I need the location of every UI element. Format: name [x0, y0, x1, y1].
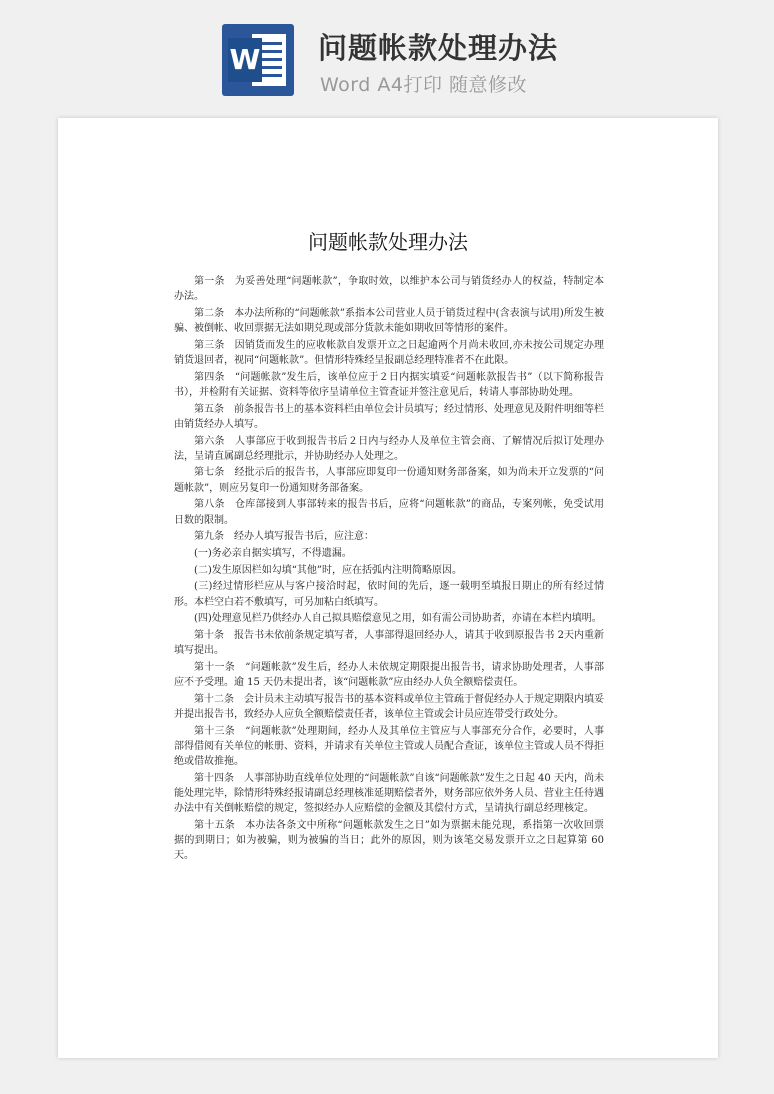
paragraph-article-2: 第二条 本办法所称的“问题帐款”系指本公司营业人员于销货过程中(含表演与试用)所发生被骗、被倒帐、收回票据无法如期兑现或部分货款未能如期收回等情形的案件。 [174, 307, 604, 335]
paragraph-article-6: 第六条 人事部应于收到报告书后２日内与经办人及单位主管会商、了解情况后拟订处理办法，呈请直属副总经理批示，并协助经办人处理之。 [174, 435, 604, 462]
paragraph-article-4: 第四条 “问题帐款”发生后，该单位应于２日内据实填妥“问题帐款报告书”（以下简称报告书），并检附有关证据、资料等依序呈请单位主管查证并签注意见后，转请人事部协助处理。 [174, 371, 604, 398]
paragraph-article-9: 第九条 经办人填写报告书后，应注意： [194, 531, 374, 543]
paragraph-article-15: 第十五条 本办法各条文中所称“问题帐款发生之日”如为票据未能兑现，系指第一次收回票据的到期日；如为被骗，则为被骗的当日；此外的原因，则为该笔交易发票开立之日起算第 60 天。 [174, 819, 604, 862]
paragraph-item-4: (四)处理意见栏乃供经办人自己拟具赔偿意见之用，如有需公司协助者，亦请在本栏内填明。 [194, 613, 602, 625]
document-body [174, 274, 604, 865]
paragraph-item-1: (一)务必亲自据实填写，不得遗漏。 [194, 547, 352, 559]
word-doc-icon [222, 24, 294, 96]
paragraph-article-11: 第十一条 “问题帐款”发生后，经办人未依规定期限提出报告书，请求协助处理者，人事部应不予受理。逾 15 天仍未提出者，该“问题帐款”应由经办人负全额赔偿责任。 [174, 661, 604, 689]
paragraph-article-7: 第七条 经批示后的报告书，人事部应即复印一份通知财务部备案，如为尚未开立发票的“问题帐款”，则应另复印一份通知财务部备案。 [174, 467, 604, 494]
paragraph-article-14: 第十四条 人事部协助直线单位处理的“问题帐款”自该“问题帐款”发生之日起 40 天内，尚未能处理完毕，除情形特殊经报请副总经理核准延期赔偿者外，财务部应依外务人员、营业主任待遇办法中有关倒帐赔偿的规定，签拟经办人应赔偿的金额及其偿付方式，呈请执行副总经理核定。 [174, 772, 604, 815]
document-page [58, 118, 718, 1058]
banner-title: 问题帐款处理办法 [318, 31, 559, 65]
paragraph-article-10: 第十条 报告书未依前条规定填写者，人事部得退回经办人，请其于收到原报告书 2天内重新填写提出。 [174, 629, 604, 657]
document-title: 问题帐款处理办法 [308, 230, 468, 254]
paragraph-article-13: 第十三条 “问题帐款”处理期间，经办人及其单位主管应与人事部充分合作，必要时，人事部得借阅有关单位的帐册、资料，并请求有关单位主管或人员配合查证，该单位主管或人员不得拒绝或借故推拖。 [174, 725, 604, 768]
paragraph-item-2: (二)发生原因栏如勾填“其他”时，应在括弧内注明简略原因。 [194, 564, 463, 576]
paragraph-item-3: (三)经过情形栏应从与客户接洽时起，依时间的先后，逐一载明至填报日期止的所有经过情形。本栏空白若不敷填写，可另加粘白纸填写。 [174, 581, 604, 608]
banner [0, 0, 774, 108]
word-icon-letter: W [228, 38, 262, 82]
paragraph-article-12: 第十二条 会计员未主动填写报告书的基本资料或单位主管疏于督促经办人于规定期限内填妥并提出报告书，致经办人应负全额赔偿责任者，该单位主管或会计员应连带受行政处分。 [174, 693, 604, 720]
paragraph-article-5: 第五条 前条报告书上的基本资料栏由单位会计员填写；经过情形、处理意见及附件明细等栏由销货经办人填写。 [174, 403, 604, 430]
banner-subtitle: Word A4打印 随意修改 [320, 74, 528, 96]
paragraph-article-3: 第三条 因销货而发生的应收帐款自发票开立之日起逾两个月尚未收回,亦未按公司规定办理销货退回者，视同“问题帐款”。但情形特殊经呈报副总经理特准者不在此限。 [174, 339, 604, 367]
paragraph-article-1: 第一条 为妥善处理“问题帐款”，争取时效，以维护本公司与销货经办人的权益，特制定本办法。 [174, 276, 604, 303]
paragraph-article-8: 第八条 仓库部接到人事部转来的报告书后，应将“问题帐款”的商品，专案列帐，免受试用日数的限制。 [174, 499, 604, 526]
